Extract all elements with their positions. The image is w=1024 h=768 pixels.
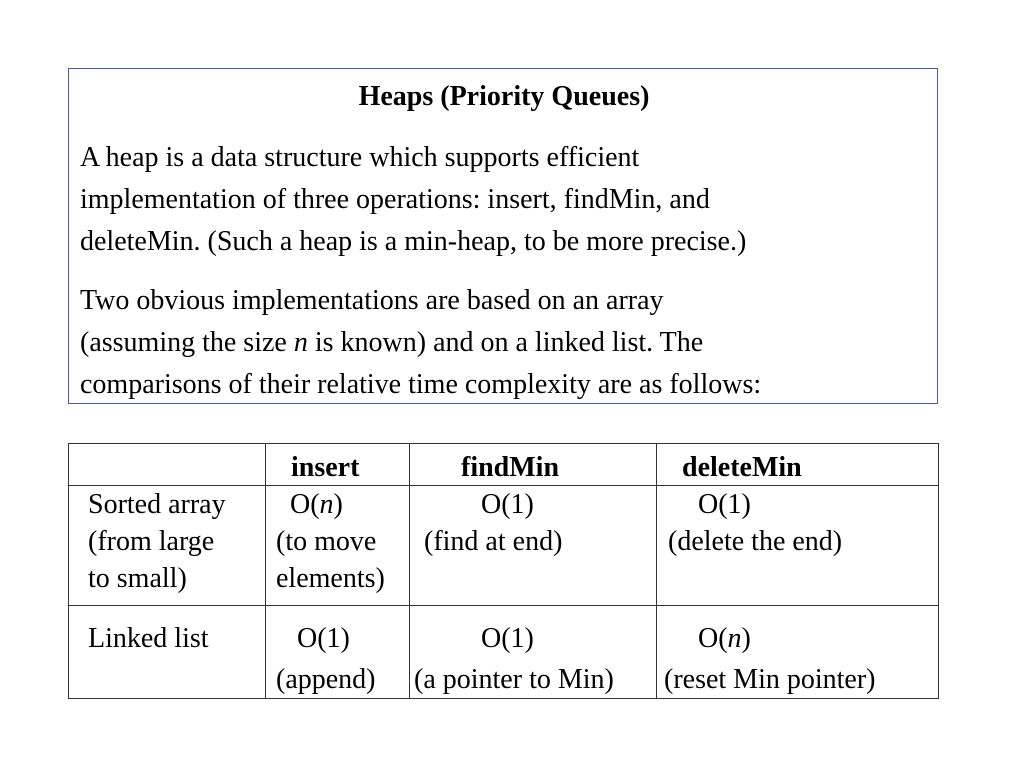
complexity-note: (delete the end): [668, 526, 843, 557]
paragraph-line: implementation of three operations: insert, findMin, and: [80, 184, 710, 215]
header-deletemin: deleteMin: [682, 452, 802, 483]
paragraph-line: deleteMin. (Such a heap is a min-heap, to be more precise.): [80, 226, 747, 257]
complexity-value: O(1): [481, 489, 534, 520]
complexity-note: (to move: [276, 526, 377, 557]
paragraph-text: is known) and on a linked list. The: [307, 327, 704, 358]
complexity-value: [290, 487, 343, 523]
complexity-note: (a pointer to Min): [414, 664, 614, 695]
table-column-divider: [656, 443, 657, 699]
table-column-divider: [265, 443, 266, 699]
row-label: to small): [88, 563, 187, 594]
variable-n: n: [727, 623, 742, 654]
paragraph-line: A heap is a data structure which supports efficient: [80, 142, 640, 173]
complexity-value: O(1): [297, 623, 350, 654]
intro-paragraph-1: [80, 137, 960, 263]
complexity-note: (find at end): [424, 526, 563, 557]
complexity-note: elements): [276, 563, 385, 594]
table-column-divider: [409, 443, 410, 699]
header-findmin: findMin: [461, 452, 560, 483]
paragraph-line: comparisons of their relative time complexity are as follows:: [80, 369, 762, 400]
complexity-text: O(: [290, 489, 320, 520]
complexity-text: O(: [698, 623, 728, 654]
row-label: (from large: [88, 526, 215, 557]
complexity-value: [698, 621, 751, 657]
complexity-note: (append): [276, 664, 376, 695]
paragraph-line: [80, 322, 960, 364]
row-label: Sorted array: [88, 489, 226, 520]
row-label: Linked list: [88, 623, 209, 654]
paragraph-line: Two obvious implementations are based on an array: [80, 285, 664, 316]
complexity-text: ): [333, 489, 343, 520]
slide-title: Heaps (Priority Queues): [358, 81, 650, 112]
table-row-divider: [68, 605, 939, 606]
complexity-value: O(1): [481, 623, 534, 654]
header-insert: insert: [291, 452, 360, 483]
variable-n: n: [293, 327, 308, 358]
intro-paragraph-2: [80, 280, 960, 406]
paragraph-text: (assuming the size: [80, 327, 294, 358]
complexity-note: (reset Min pointer): [664, 664, 876, 695]
complexity-text: ): [741, 623, 751, 654]
variable-n: n: [319, 489, 334, 520]
complexity-value: O(1): [698, 489, 751, 520]
